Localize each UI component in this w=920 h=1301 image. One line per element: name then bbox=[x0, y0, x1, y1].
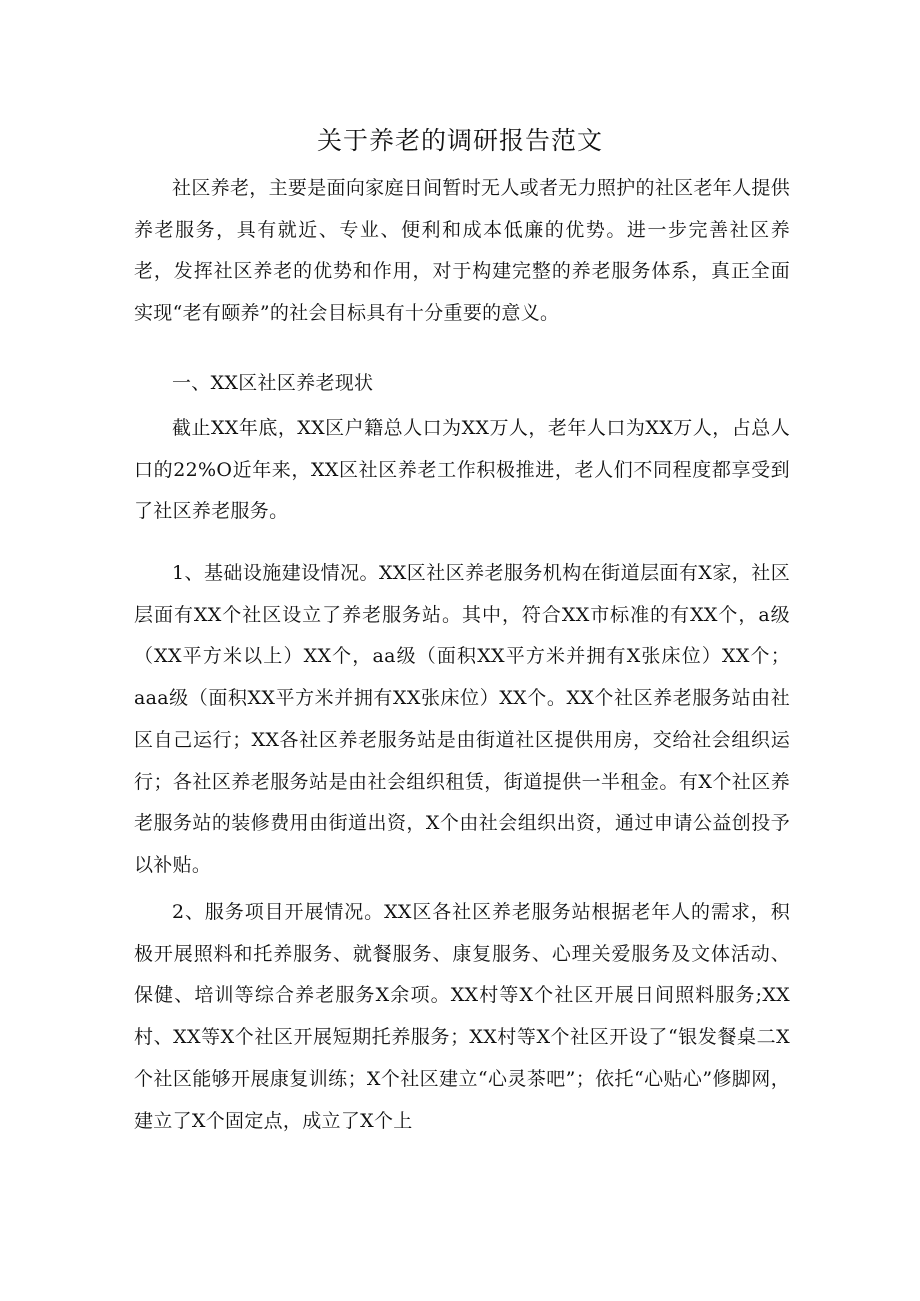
paragraph-population: 截止XX年底，XX区户籍总人口为XX万人，老年人口为XX万人，占总人口的22%O近年来，XX区社区养老工作积极推进，老人们不同程度都享受到了社区养老服务。 bbox=[134, 417, 790, 523]
document-title: 关于养老的调研报告范文 bbox=[316, 126, 603, 155]
paragraph-intro: 社区养老，主要是面向家庭日间暂时无人或者无力照护的社区老年人提供养老服务，具有就近、专业、便利和成本低廉的优势。进一步完善社区养老，发挥社区养老的优势和作用，对于构建完整的养老服务体系，真正全面实现“老有颐养”的社会目标具有十分重要的意义。 bbox=[134, 177, 790, 325]
section-heading-status: 一、XX区社区养老现状 bbox=[172, 372, 374, 394]
paragraph-infrastructure: 1、基础设施建设情况。XX区社区养老服务机构在街道层面有X家，社区层面有XX个社区设立了养老服务站。其中，符合XX市标准的有XX个，a级（XX平方米以上）XX个，aa级（面积XX平方米并拥有X张床位）XX个；aaa级（面积XX平方米并拥有XX张床位）XX个。XX个社区养老服务站由社区自己运行；XX各社区养老服务站是由街道社区提供用房，交给社会组织运行；各社区养老服务站是由社会组织租赁，街道提供一半租金。有X个社区养老服务站的装修费用由街道出资，X个由社会组织出资，通过申请公益创投予以补贴。 bbox=[134, 562, 790, 876]
paragraph-services: 2、服务项目开展情况。XX区各社区养老服务站根据老年人的需求，积极开展照料和托养服务、就餐服务、康复服务、心理关爱服务及文体活动、保健、培训等综合养老服务X余项。XX村等X个社区开展日间照料服务;XX村、XX等X个社区开展短期托养服务；XX村等X个社区开设了“银发餐桌二X个社区能够开展康复训练；X个社区建立“心灵茶吧”；依托“心贴心”修脚网，建立了X个固定点，成立了X个上 bbox=[134, 901, 790, 1132]
